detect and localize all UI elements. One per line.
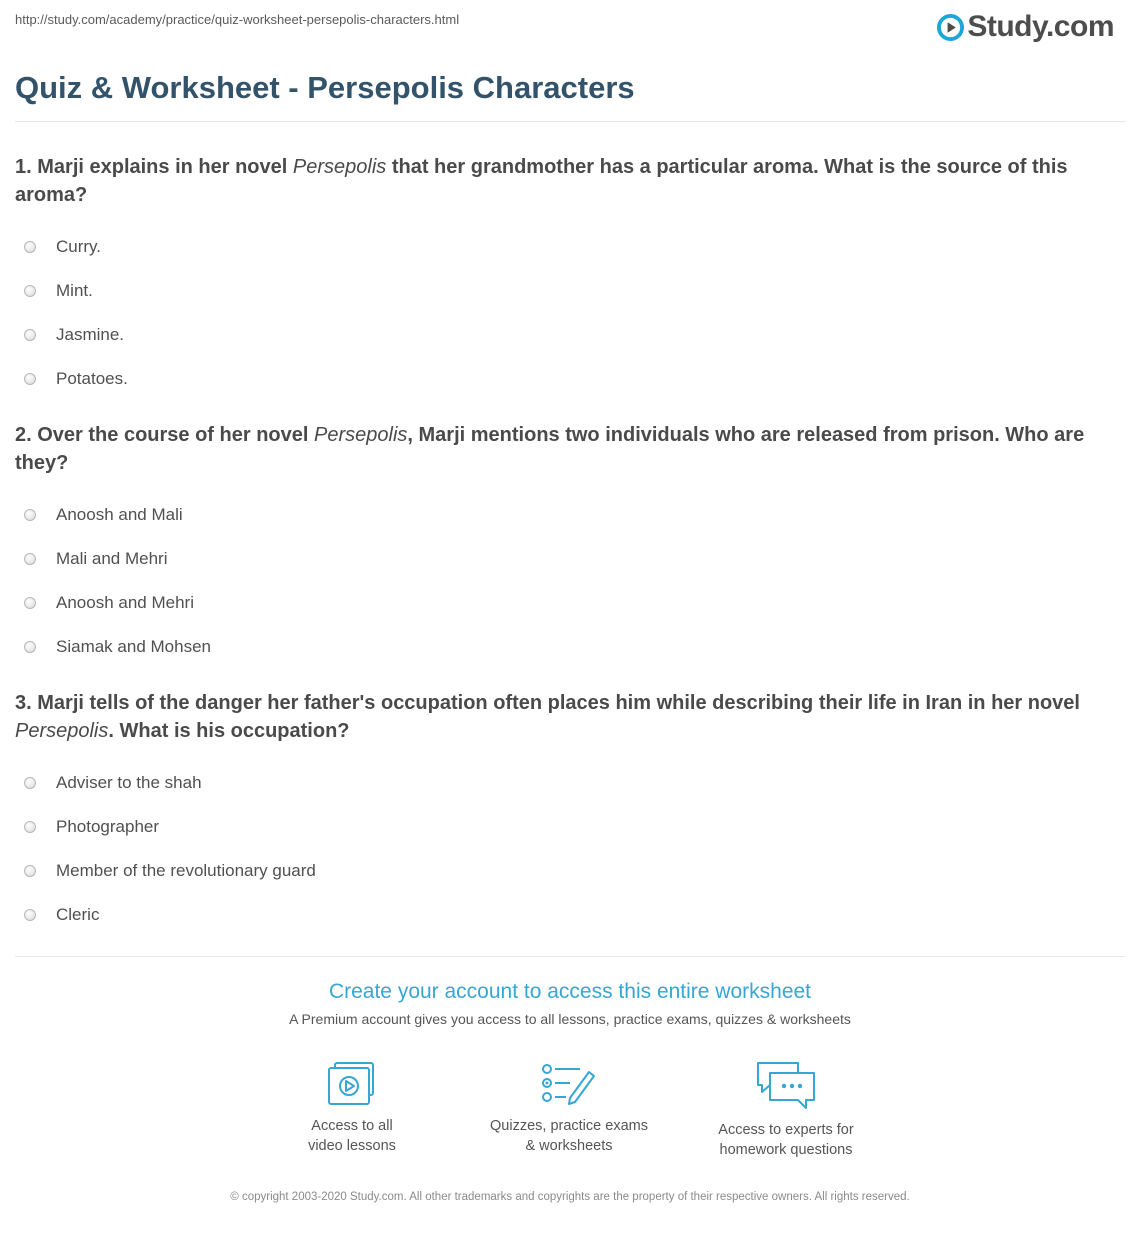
radio-button[interactable] [24,641,36,653]
answer-list [15,493,1127,669]
answer-label: Anoosh and Mehri [56,593,194,612]
radio-button[interactable] [24,373,36,385]
cta-subtext: A Premium account gives you access to all lessons, practice exams, quizzes & worksheets [289,1011,851,1027]
feature-quizzes [469,1060,669,1156]
top-bar [15,10,1114,44]
feature-label: Access to experts for homework questions [718,1122,854,1158]
answer-list [15,761,1127,937]
answer-option[interactable] [15,625,1127,669]
radio-button[interactable] [24,241,36,253]
answer-label: Anoosh and Mali [56,505,183,524]
answer-label: Siamak and Mohsen [56,637,211,656]
book-title: Persepolis [314,424,408,446]
answer-label: Cleric [56,905,100,924]
answer-option[interactable] [15,493,1127,537]
radio-button[interactable] [24,597,36,609]
logo-text: Study.com [967,10,1114,43]
page-title: Quiz & Worksheet - Persepolis Characters [15,70,635,105]
question-text-before: Marji tells of the danger her father's occupation often places him while describing their life in Iran in her novel [37,692,1080,714]
question-2 [15,421,1127,669]
study-logo[interactable] [937,10,1114,44]
chat-bubbles-icon [754,1060,818,1112]
question-text-after: , Marji mentions two individuals who are released from prison. Who are they? [15,424,1085,474]
cta-heading-link[interactable]: Create your account to access this entire worksheet [328,980,812,1003]
book-title: Persepolis [15,720,109,742]
answer-label: Mint. [56,281,93,300]
answer-option[interactable] [15,269,1127,313]
answer-option[interactable] [15,893,1127,937]
quiz-checklist-icon [540,1060,598,1108]
radio-button[interactable] [24,509,36,521]
feature-video-lessons [252,1060,452,1156]
radio-button[interactable] [24,285,36,297]
answer-label: Mali and Mehri [56,549,168,568]
question-1 [15,153,1127,401]
answer-option[interactable] [15,225,1127,269]
video-lessons-icon [325,1060,379,1108]
title-divider [15,121,1125,122]
answer-option[interactable] [15,313,1127,357]
answer-label: Curry. [56,237,102,256]
feature-label: Quizzes, practice exams & worksheets [490,1118,648,1154]
question-number: 2. [15,424,32,446]
question-text-after: . What is his occupation? [108,720,350,742]
answer-label: Adviser to the shah [56,773,202,792]
radio-button[interactable] [24,329,36,341]
radio-button[interactable] [24,777,36,789]
answer-label: Jasmine. [56,325,125,344]
answer-label: Member of the revolutionary guard [56,861,316,880]
answer-label: Photographer [56,817,160,836]
feature-label: Access to all video lessons [308,1118,396,1154]
answer-option[interactable] [15,537,1127,581]
question-number: 3. [15,692,32,714]
cta-divider [15,956,1125,957]
question-number: 1. [15,156,32,178]
question-text-before: Over the course of her novel [37,424,309,446]
answer-option[interactable] [15,761,1127,805]
question-text [15,153,1127,209]
question-text [15,689,1127,745]
question-text [15,421,1127,477]
answer-option[interactable] [15,581,1127,625]
feature-experts [686,1060,886,1160]
answer-list [15,225,1127,401]
copyright-text: © copyright 2003-2020 Study.com. All other trademarks and copyrights are the property of their respective owners. All rights reserved. [230,1191,910,1203]
page-url[interactable]: http://study.com/academy/practice/quiz-worksheet-persepolis-characters.html [15,12,460,27]
question-3 [15,689,1127,937]
answer-option[interactable] [15,805,1127,849]
book-title: Persepolis [292,156,387,178]
radio-button[interactable] [24,821,36,833]
question-text-after: that her grandmother has a particular aroma. What is the source of this aroma? [15,156,1068,206]
answer-option[interactable] [15,849,1127,893]
radio-button[interactable] [24,553,36,565]
question-text-before: Marji explains in her novel [37,156,288,178]
play-circle-icon [937,14,964,41]
answer-option[interactable] [15,357,1127,401]
radio-button[interactable] [24,865,36,877]
answer-label: Potatoes. [56,369,128,388]
radio-button[interactable] [24,909,36,921]
signup-cta [0,980,1140,1027]
